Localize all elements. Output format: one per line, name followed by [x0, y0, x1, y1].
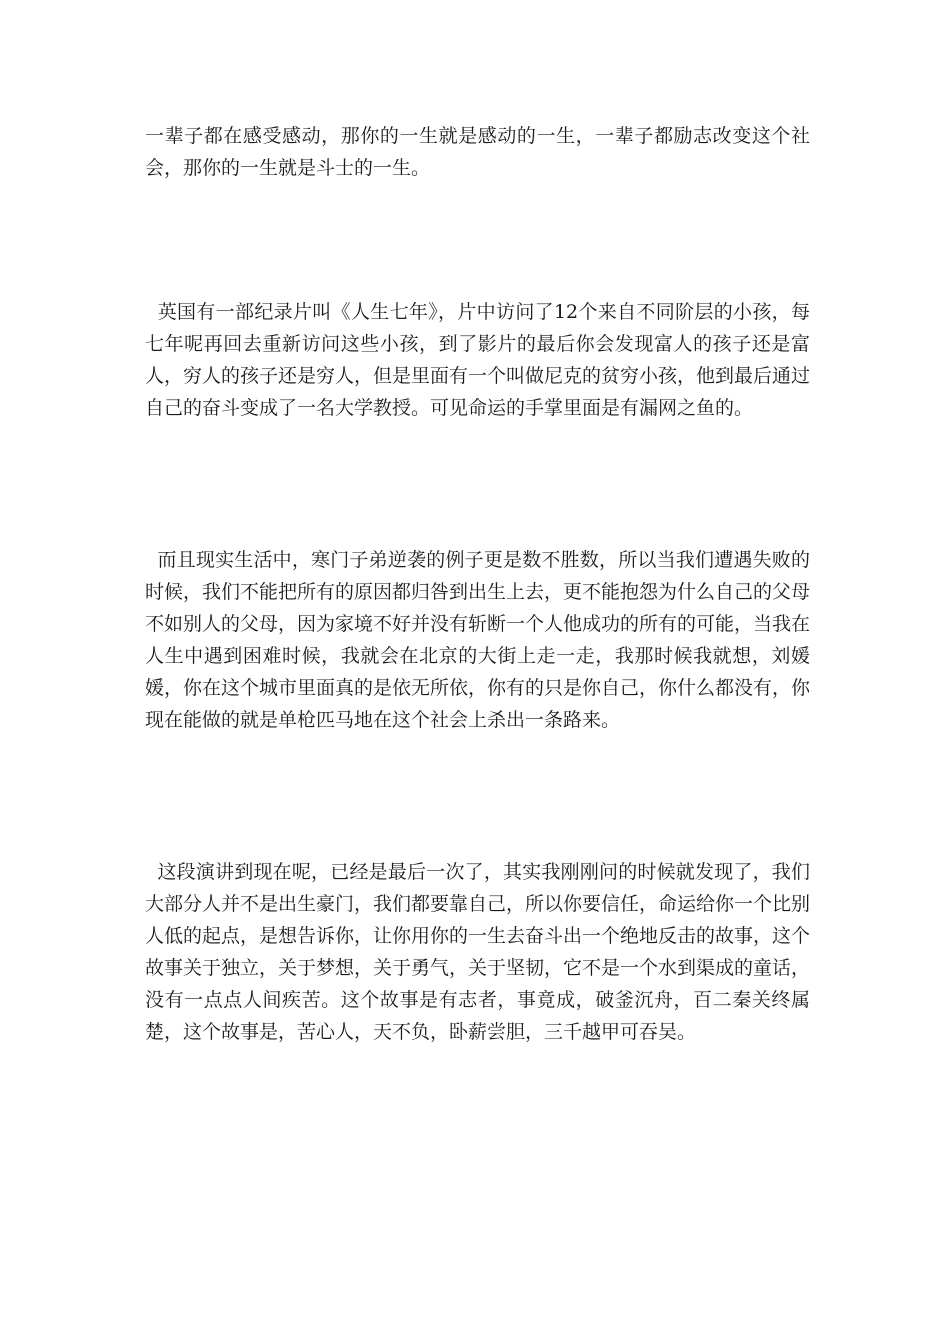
- paragraph-4: 这段演讲到现在呢，已经是最后一次了，其实我刚刚问的时候就发现了，我们大部分人并不是出生豪门，我们都要靠自己，所以你要信任，命运给你一个比别人低的起点，是想告诉你，让你用你的一生去奋斗出一个绝地反击的故事，这个故事关于独立，关于梦想，关于勇气，关于坚韧，它不是一个水到渠成的童话，没有一点点人间疾苦。这个故事是有志者，事竟成，破釜沉舟，百二秦关终属楚，这个故事是，苦心人，天不负，卧薪尝胆，三千越甲可吞吴。: [145, 861, 811, 1043]
- paragraph-3: 而且现实生活中，寒门子弟逆袭的例子更是数不胜数，所以当我们遭遇失败的时候，我们不能把所有的原因都归咎到出生上去，更不能抱怨为什么自己的父母不如别人的父母，因为家境不好并没有斩断一个人他成功的所有的可能，当我在人生中遇到困难时候，我就会在北京的大街上走一走，我那时候我就想，刘媛媛，你在这个城市里面真的是依无所依，你有的只是你自己，你什么都没有，你现在能做的就是单枪匹马地在这个社会上杀出一条路来。: [145, 549, 811, 731]
- paragraph-1: 一辈子都在感受感动，那你的一生就是感动的一生，一辈子都励志改变这个社会，那你的一生就是斗士的一生。: [145, 125, 810, 179]
- paragraph-2: 英国有一部纪录片叫《人生七年》，片中访问了12个来自不同阶层的小孩，每七年呢再回去重新访问这些小孩，到了影片的最后你会发现富人的孩子还是富人，穷人的孩子还是穷人，但是里面有一个叫做尼克的贫穷小孩，他到最后通过自己的奋斗变成了一名大学教授。可见命运的手掌里面是有漏网之鱼的。: [145, 301, 811, 419]
